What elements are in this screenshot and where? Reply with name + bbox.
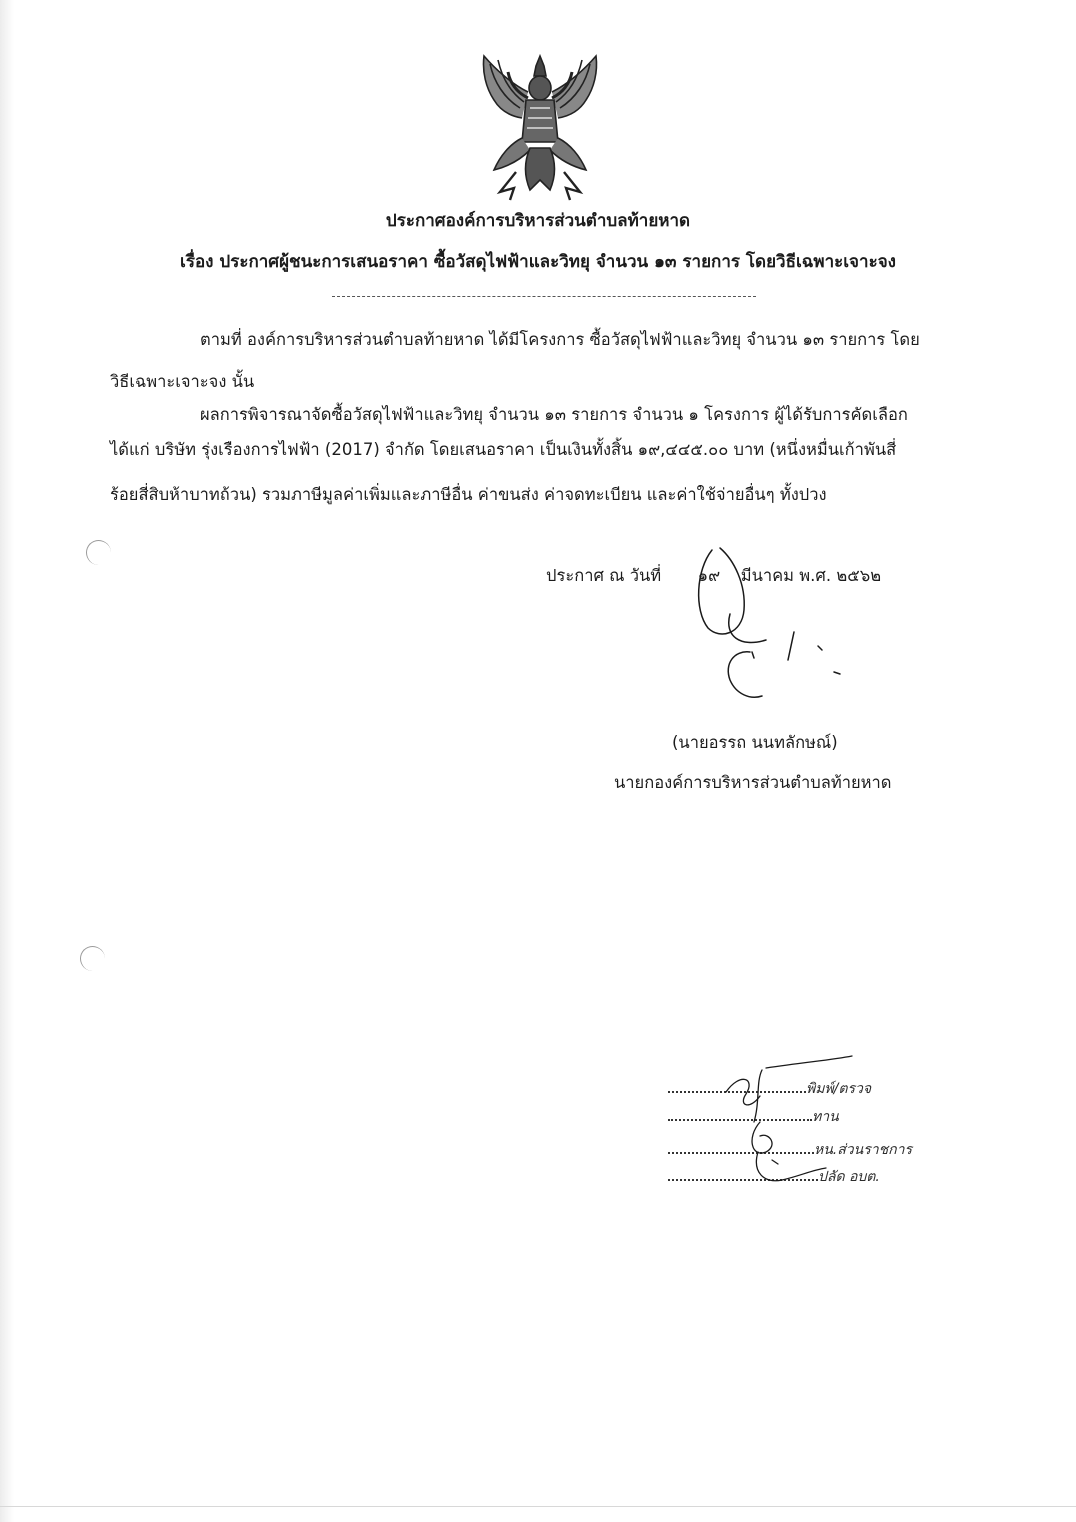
signer-position: นายกองค์การบริหารส่วนตำบลท้ายหาด — [614, 773, 892, 792]
punch-hole — [86, 540, 111, 565]
date-day: ๑๙ — [697, 566, 721, 585]
signature-mark — [690, 540, 880, 710]
control-row-label: พิมพ์/ตรวจ — [806, 1081, 872, 1097]
control-row-label: ปลัด อบต. — [818, 1169, 880, 1185]
body-paragraph-2-line: ร้อยสี่สิบห้าบาทถ้วน) รวมภาษีมูลค่าเพิ่มและภาษีอื่น ค่าขนส่ง ค่าจดทะเบียน และค่าใช้จ่ายอื่นๆ ทั้งปวง — [110, 485, 827, 504]
date-month-year: มีนาคม พ.ศ. ๒๕๖๒ — [740, 566, 882, 585]
signer-name: (นายอรรถ นนทลักษณ์) — [672, 733, 838, 752]
body-paragraph-2-line: ได้แก่ บริษัท รุ่งเรืองการไฟฟ้า (2017) จำกัด โดยเสนอราคา เป็นเงินทั้งสิ้น ๑๙,๔๔๕.๐๐ บาท (หนึ่งหมื่นเก้าพันสี่ — [110, 440, 897, 459]
garuda-emblem-icon — [470, 52, 610, 202]
page-edge — [0, 1506, 1076, 1507]
announcement-subject: เรื่อง ประกาศผู้ชนะการเสนอราคา ซื้อวัสดุไฟฟ้าและวิทยุ จำนวน ๑๓ รายการ โดยวิธีเฉพาะเจาะจง — [180, 252, 896, 272]
date-prefix: ประกาศ ณ วันที่ — [546, 566, 662, 585]
body-paragraph-1-line: ตามที่ องค์การบริหารส่วนตำบลท้ายหาด ได้มีโครงการ ซื้อวัสดุไฟฟ้าและวิทยุ จำนวน ๑๓ รายการ โดย — [200, 330, 920, 349]
body-paragraph-2-line: ผลการพิจารณาจัดซื้อวัสดุไฟฟ้าและวิทยุ จำนวน ๑๓ รายการ จำนวน ๑ โครงการ ผู้ได้รับการคัดเลือก — [200, 405, 908, 424]
initials-mark — [716, 1052, 856, 1202]
body-paragraph-1-line: วิธีเฉพาะเจาะจง นั้น — [110, 372, 255, 391]
control-row-label: หน.ส่วนราชการ — [814, 1142, 912, 1158]
agency-title: ประกาศองค์การบริหารส่วนตำบลท้ายหาด — [385, 211, 691, 231]
control-row-label: ทาน — [812, 1109, 839, 1125]
title-divider — [332, 296, 756, 297]
punch-hole — [80, 946, 105, 971]
